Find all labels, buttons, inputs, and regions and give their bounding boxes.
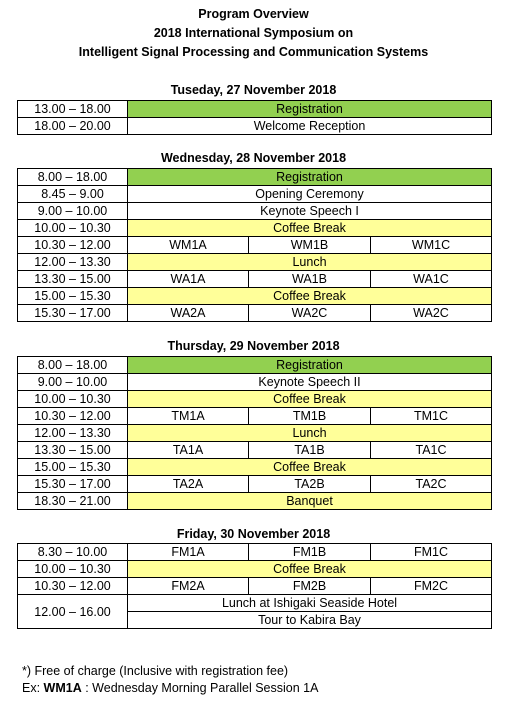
event-cell: Lunch at Ishigaki Seaside Hotel [128,595,492,612]
time-cell: 15.00 – 15.30 [18,288,128,305]
session-cell: FM1C [371,544,492,561]
session-cell: WA2C [371,305,492,322]
session-cell: FM2C [371,578,492,595]
example-code: WM1A [43,681,82,695]
footnote-example [22,680,318,697]
footnote-free-of-charge: *) Free of charge (Inclusive with registration fee) [22,664,289,678]
schedule-row [18,203,492,220]
session-cell: TA2B [249,476,371,493]
session-cell: FM2B [249,578,371,595]
event-cell: Keynote Speech I [128,203,492,220]
schedule-row [18,101,492,118]
session-cell: TM1B [249,408,371,425]
time-cell: 12.00 – 13.30 [18,425,128,442]
time-cell: 10.30 – 12.00 [18,408,128,425]
session-cell: WA2C [249,305,371,322]
event-cell: Registration [128,169,492,186]
schedule-row [18,271,492,288]
time-cell: 10.30 – 12.00 [18,237,128,254]
time-cell: 12.00 – 13.30 [18,254,128,271]
event-cell: Coffee Break [128,391,492,408]
time-cell: 15.30 – 17.00 [18,476,128,493]
schedule-row [18,408,492,425]
session-cell: WA1A [128,271,249,288]
time-cell: 10.30 – 12.00 [18,578,128,595]
event-cell: Banquet [128,493,492,510]
schedule-table-day3 [17,356,492,510]
example-description: : Wednesday Morning Parallel Session 1A [81,681,319,695]
schedule-row [18,305,492,322]
time-cell: 8.00 – 18.00 [18,169,128,186]
session-cell: TM1C [371,408,492,425]
time-cell: 18.00 – 20.00 [18,118,128,135]
time-cell: 9.00 – 10.00 [18,203,128,220]
time-cell: 8.30 – 10.00 [18,544,128,561]
session-cell: WA1B [249,271,371,288]
time-cell: 10.00 – 10.30 [18,391,128,408]
schedule-row [18,254,492,271]
schedule-row [18,561,492,578]
schedule-row [18,442,492,459]
time-cell: 18.30 – 21.00 [18,493,128,510]
event-cell: Registration [128,101,492,118]
event-cell: Coffee Break [128,220,492,237]
event-cell: Coffee Break [128,459,492,476]
schedule-row [18,595,492,612]
schedule-row [18,391,492,408]
schedule-row [18,288,492,305]
session-cell: FM1B [249,544,371,561]
session-cell: WM1C [371,237,492,254]
session-cell: FM1A [128,544,249,561]
event-cell: Lunch [128,425,492,442]
schedule-table-day4 [17,543,492,629]
time-cell: 10.00 – 10.30 [18,220,128,237]
event-cell: Keynote Speech II [128,374,492,391]
schedule-row [18,237,492,254]
day-title: Friday, 30 November 2018 [176,527,331,541]
event-cell: Tour to Kabira Bay [128,612,492,629]
event-cell: Lunch [128,254,492,271]
schedule-row [18,357,492,374]
day-title: Tuseday, 27 November 2018 [170,83,337,97]
symposium-name-line: Intelligent Signal Processing and Communication Systems [78,45,429,59]
footnote [22,663,318,697]
day-title: Thursday, 29 November 2018 [167,339,340,353]
time-cell: 15.00 – 15.30 [18,459,128,476]
session-cell: TM1A [128,408,249,425]
time-cell: 15.30 – 17.00 [18,305,128,322]
schedule-row [18,578,492,595]
time-cell: 9.00 – 10.00 [18,374,128,391]
event-cell: Registration [128,357,492,374]
time-cell: 13.30 – 15.00 [18,271,128,288]
session-cell: WA2A [128,305,249,322]
event-cell: Opening Ceremony [128,186,492,203]
program-header [0,5,507,62]
schedule-table-day2 [17,168,492,322]
session-cell: TA1A [128,442,249,459]
session-cell: TA1B [249,442,371,459]
event-cell: Welcome Reception [128,118,492,135]
schedule-row [18,544,492,561]
schedule-row [18,476,492,493]
time-cell: 10.00 – 10.30 [18,561,128,578]
schedule-row [18,374,492,391]
time-cell: 8.00 – 18.00 [18,357,128,374]
schedule-row [18,118,492,135]
time-cell: 13.30 – 15.00 [18,442,128,459]
session-cell: FM2A [128,578,249,595]
schedule-row [18,169,492,186]
time-cell: 8.45 – 9.00 [18,186,128,203]
session-cell: TA2A [128,476,249,493]
schedule-row [18,493,492,510]
time-cell: 12.00 – 16.00 [18,595,128,629]
day-title: Wednesday, 28 November 2018 [160,151,347,165]
session-cell: WA1C [371,271,492,288]
example-prefix: Ex: [22,681,44,695]
program-title: Program Overview [198,7,309,21]
event-cell: Coffee Break [128,561,492,578]
session-cell: TA2C [371,476,492,493]
session-cell: TA1C [371,442,492,459]
session-cell: WM1B [249,237,371,254]
time-cell: 13.00 – 18.00 [18,101,128,118]
schedule-row [18,425,492,442]
schedule-row [18,186,492,203]
schedule-table-day1 [17,100,492,135]
event-cell: Coffee Break [128,288,492,305]
symposium-year-line: 2018 International Symposium on [153,26,354,40]
session-cell: WM1A [128,237,249,254]
schedule-row [18,459,492,476]
schedule-row [18,220,492,237]
